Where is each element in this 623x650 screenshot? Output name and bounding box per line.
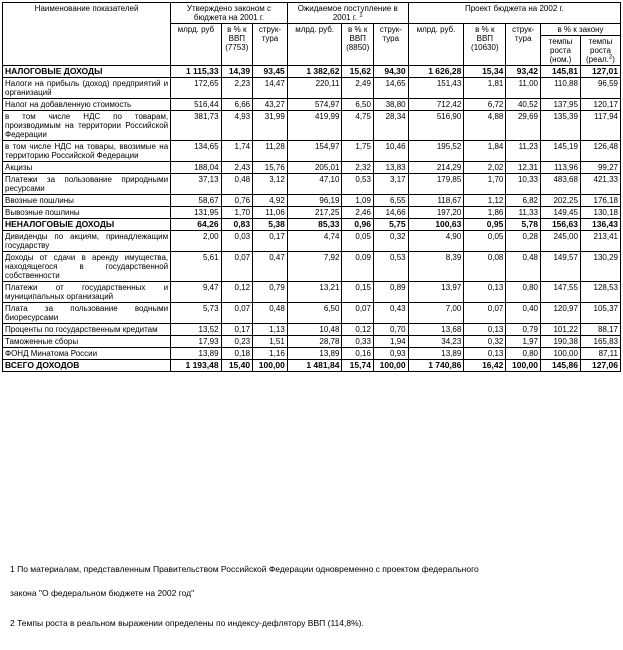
cell-draft-vvp: 0,32 (464, 336, 506, 348)
cell-approved-struct: 100,00 (253, 360, 288, 372)
cell-draft-vvp: 2,02 (464, 162, 506, 174)
cell-rate-real: 87,11 (580, 348, 620, 360)
cell-approved-mlrd: 134,65 (171, 141, 221, 162)
cell-approved-struct: 14,47 (253, 78, 288, 99)
cell-draft-struct: 0,80 (506, 348, 541, 360)
cell-approved-mlrd: 188,04 (171, 162, 221, 174)
cell-expected-struct: 13,83 (373, 162, 408, 174)
cell-rate-real: 130,18 (580, 207, 620, 219)
cell-expected-mlrd: 220,11 (287, 78, 342, 99)
row-name: Налог на добавленную стоимость (3, 99, 171, 111)
cell-rate-real: 130,29 (580, 252, 620, 282)
cell-draft-mlrd: 4,90 (408, 231, 464, 252)
cell-expected-struct: 1,94 (373, 336, 408, 348)
cell-approved-struct: 15,76 (253, 162, 288, 174)
row-name: Плата за пользование водными биоресурсами (3, 303, 171, 324)
cell-expected-mlrd: 13,89 (287, 348, 342, 360)
cell-expected-vvp: 6,50 (342, 99, 374, 111)
cell-draft-vvp: 15,34 (464, 66, 506, 78)
table-row (3, 219, 621, 231)
column-header-pct-law: в % к закону (541, 24, 621, 36)
cell-rate-nom: 202,25 (541, 195, 581, 207)
cell-draft-vvp: 0,13 (464, 282, 506, 303)
cell-draft-struct: 11,33 (506, 207, 541, 219)
cell-draft-mlrd: 13,97 (408, 282, 464, 303)
cell-rate-real: 421,33 (580, 174, 620, 195)
cell-expected-struct: 0,53 (373, 252, 408, 282)
cell-expected-mlrd: 13,21 (287, 282, 342, 303)
cell-rate-nom: 110,88 (541, 78, 581, 99)
cell-draft-struct: 11,23 (506, 141, 541, 162)
cell-approved-mlrd: 5,61 (171, 252, 221, 282)
cell-rate-nom: 145,19 (541, 141, 581, 162)
cell-rate-real: 126,48 (580, 141, 620, 162)
cell-draft-mlrd: 8,39 (408, 252, 464, 282)
cell-draft-vvp: 6,72 (464, 99, 506, 111)
cell-approved-mlrd: 1 115,33 (171, 66, 221, 78)
cell-draft-struct: 11,00 (506, 78, 541, 99)
cell-approved-mlrd: 13,52 (171, 324, 221, 336)
column-header-vvp-3: в % к ВВП (10630) (464, 24, 506, 66)
cell-draft-vvp: 1,81 (464, 78, 506, 99)
cell-approved-vvp: 2,43 (221, 162, 253, 174)
cell-rate-real: 128,53 (580, 282, 620, 303)
cell-draft-struct: 10,33 (506, 174, 541, 195)
cell-rate-real: 99,27 (580, 162, 620, 174)
cell-expected-vvp: 0,53 (342, 174, 374, 195)
table-row (3, 174, 621, 195)
cell-draft-mlrd: 13,68 (408, 324, 464, 336)
cell-draft-vvp: 0,13 (464, 324, 506, 336)
cell-approved-mlrd: 37,13 (171, 174, 221, 195)
cell-expected-struct: 0,89 (373, 282, 408, 303)
cell-rate-nom: 149,45 (541, 207, 581, 219)
cell-approved-mlrd: 381,73 (171, 111, 221, 141)
cell-approved-vvp: 0,76 (221, 195, 253, 207)
cell-approved-struct: 43,27 (253, 99, 288, 111)
cell-draft-struct: 0,28 (506, 231, 541, 252)
cell-expected-vvp: 15,74 (342, 360, 374, 372)
cell-approved-vvp: 0,03 (221, 231, 253, 252)
cell-expected-mlrd: 85,33 (287, 219, 342, 231)
cell-approved-struct: 1,16 (253, 348, 288, 360)
table-row (3, 231, 621, 252)
cell-approved-mlrd: 516,44 (171, 99, 221, 111)
table-row (3, 99, 621, 111)
cell-draft-mlrd: 516,90 (408, 111, 464, 141)
cell-expected-struct: 14,66 (373, 207, 408, 219)
cell-expected-struct: 14,65 (373, 78, 408, 99)
cell-approved-mlrd: 9,47 (171, 282, 221, 303)
cell-expected-vvp: 0,15 (342, 282, 374, 303)
cell-draft-mlrd: 179,85 (408, 174, 464, 195)
cell-expected-vvp: 0,12 (342, 324, 374, 336)
row-name: Таможенные сборы (3, 336, 171, 348)
table-row (3, 252, 621, 282)
cell-draft-struct: 40,52 (506, 99, 541, 111)
cell-draft-struct: 0,80 (506, 282, 541, 303)
cell-approved-struct: 31,99 (253, 111, 288, 141)
cell-rate-real: 176,18 (580, 195, 620, 207)
cell-approved-vvp: 0,07 (221, 252, 253, 282)
cell-approved-vvp: 0,17 (221, 324, 253, 336)
column-header-struct-3: струк-тура (506, 24, 541, 66)
cell-approved-vvp: 1,70 (221, 207, 253, 219)
row-name: ВСЕГО ДОХОДОВ (3, 360, 171, 372)
cell-approved-vvp: 0,48 (221, 174, 253, 195)
cell-expected-mlrd: 7,92 (287, 252, 342, 282)
cell-approved-mlrd: 17,93 (171, 336, 221, 348)
cell-expected-vvp: 4,75 (342, 111, 374, 141)
cell-draft-struct: 6,82 (506, 195, 541, 207)
cell-expected-struct: 0,32 (373, 231, 408, 252)
cell-expected-mlrd: 1 481,84 (287, 360, 342, 372)
cell-rate-nom: 145,86 (541, 360, 581, 372)
cell-expected-vvp: 0,05 (342, 231, 374, 252)
table-row (3, 360, 621, 372)
cell-approved-struct: 0,79 (253, 282, 288, 303)
cell-draft-vvp: 1,12 (464, 195, 506, 207)
column-header-mlrd-3: млрд. руб. (408, 24, 464, 66)
cell-draft-vvp: 0,13 (464, 348, 506, 360)
cell-expected-mlrd: 419,99 (287, 111, 342, 141)
cell-rate-nom: 483,68 (541, 174, 581, 195)
cell-approved-struct: 11,28 (253, 141, 288, 162)
cell-rate-nom: 100,00 (541, 348, 581, 360)
cell-draft-mlrd: 197,20 (408, 207, 464, 219)
cell-rate-nom: 190,38 (541, 336, 581, 348)
cell-draft-struct: 5,78 (506, 219, 541, 231)
table-row (3, 207, 621, 219)
table-row (3, 78, 621, 99)
cell-rate-nom: 147,55 (541, 282, 581, 303)
cell-approved-vvp: 15,40 (221, 360, 253, 372)
cell-expected-mlrd: 96,19 (287, 195, 342, 207)
cell-rate-nom: 156,63 (541, 219, 581, 231)
cell-approved-struct: 4,92 (253, 195, 288, 207)
table-row (3, 195, 621, 207)
column-header-name: Наименование показателей (3, 3, 171, 66)
row-name: Платежи от государственных и муниципальных организаций (3, 282, 171, 303)
table-row (3, 282, 621, 303)
cell-rate-real: 127,06 (580, 360, 620, 372)
cell-approved-struct: 0,47 (253, 252, 288, 282)
cell-draft-vvp: 1,86 (464, 207, 506, 219)
cell-expected-vvp: 2,49 (342, 78, 374, 99)
row-name: в том числе НДС по товарам, производимым на территории Российской Федерации (3, 111, 171, 141)
cell-draft-struct: 1,97 (506, 336, 541, 348)
cell-expected-struct: 0,43 (373, 303, 408, 324)
cell-expected-struct: 0,70 (373, 324, 408, 336)
cell-expected-mlrd: 154,97 (287, 141, 342, 162)
cell-expected-vvp: 15,62 (342, 66, 374, 78)
cell-approved-vvp: 0,07 (221, 303, 253, 324)
cell-approved-struct: 11,06 (253, 207, 288, 219)
cell-rate-real: 105,37 (580, 303, 620, 324)
cell-draft-vvp: 1,84 (464, 141, 506, 162)
column-header-rate-nom: темпы роста (ном.) (541, 36, 581, 66)
cell-expected-vvp: 0,96 (342, 219, 374, 231)
cell-approved-struct: 1,51 (253, 336, 288, 348)
row-name: Налоги на прибыль (доход) предприятий и организаций (3, 78, 171, 99)
column-header-vvp-1: в % к ВВП (7753) (221, 24, 253, 66)
column-header-rate-real: темпы роста (реал.$^2$) (580, 36, 620, 66)
cell-expected-mlrd: 28,78 (287, 336, 342, 348)
cell-approved-vvp: 4,93 (221, 111, 253, 141)
cell-expected-struct: 3,17 (373, 174, 408, 195)
cell-rate-real: 88,17 (580, 324, 620, 336)
cell-rate-nom: 149,57 (541, 252, 581, 282)
column-group-draft: Проект бюджета на 2002 г. (408, 3, 620, 24)
cell-approved-vvp: 0,23 (221, 336, 253, 348)
cell-expected-struct: 38,80 (373, 99, 408, 111)
cell-draft-struct: 29,69 (506, 111, 541, 141)
cell-approved-mlrd: 2,00 (171, 231, 221, 252)
column-header-struct-2: струк-тура (373, 24, 408, 66)
cell-draft-mlrd: 100,63 (408, 219, 464, 231)
table-row (3, 324, 621, 336)
column-group-approved: Утверждено законом с бюджета на 2001 г. (171, 3, 288, 24)
cell-draft-struct: 0,40 (506, 303, 541, 324)
cell-rate-real: 213,41 (580, 231, 620, 252)
cell-approved-struct: 1,13 (253, 324, 288, 336)
cell-approved-mlrd: 5,73 (171, 303, 221, 324)
cell-expected-struct: 6,55 (373, 195, 408, 207)
cell-approved-struct: 3,12 (253, 174, 288, 195)
row-name: НАЛОГОВЫЕ ДОХОДЫ (3, 66, 171, 78)
cell-expected-mlrd: 574,97 (287, 99, 342, 111)
cell-approved-struct: 0,48 (253, 303, 288, 324)
table-row (3, 336, 621, 348)
table-row (3, 303, 621, 324)
cell-draft-mlrd: 195,52 (408, 141, 464, 162)
cell-expected-vvp: 0,09 (342, 252, 374, 282)
row-name: Вывозные пошлины (3, 207, 171, 219)
cell-rate-real: 96,59 (580, 78, 620, 99)
cell-draft-vvp: 0,95 (464, 219, 506, 231)
cell-draft-vvp: 16,42 (464, 360, 506, 372)
row-name: Доходы от сдачи в аренду имущества, находящегося в государственной собственности (3, 252, 171, 282)
row-name: Дивиденды по акциям, принадлежащим государству (3, 231, 171, 252)
cell-expected-struct: 10,46 (373, 141, 408, 162)
cell-draft-vvp: 4,88 (464, 111, 506, 141)
cell-rate-nom: 137,95 (541, 99, 581, 111)
row-name: в том числе НДС на товары, ввозимые на территорию Российской Федерации (3, 141, 171, 162)
cell-draft-vvp: 0,07 (464, 303, 506, 324)
cell-rate-real: 127,01 (580, 66, 620, 78)
cell-draft-mlrd: 1 740,86 (408, 360, 464, 372)
table-row (3, 66, 621, 78)
cell-draft-mlrd: 214,29 (408, 162, 464, 174)
cell-approved-struct: 5,38 (253, 219, 288, 231)
cell-rate-real: 120,17 (580, 99, 620, 111)
cell-expected-struct: 5,75 (373, 219, 408, 231)
table-row (3, 141, 621, 162)
row-name: Проценты по государственным кредитам (3, 324, 171, 336)
cell-approved-mlrd: 131,95 (171, 207, 221, 219)
cell-rate-nom: 145,81 (541, 66, 581, 78)
row-name: Акцизы (3, 162, 171, 174)
cell-expected-mlrd: 1 382,62 (287, 66, 342, 78)
cell-expected-vvp: 0,33 (342, 336, 374, 348)
cell-expected-mlrd: 6,50 (287, 303, 342, 324)
cell-approved-mlrd: 1 193,48 (171, 360, 221, 372)
row-name: НЕНАЛОГОВЫЕ ДОХОДЫ (3, 219, 171, 231)
cell-draft-mlrd: 1 626,28 (408, 66, 464, 78)
cell-expected-vvp: 0,16 (342, 348, 374, 360)
cell-draft-struct: 12,31 (506, 162, 541, 174)
cell-draft-mlrd: 7,00 (408, 303, 464, 324)
cell-expected-mlrd: 10,48 (287, 324, 342, 336)
table-row (3, 348, 621, 360)
cell-expected-vvp: 0,07 (342, 303, 374, 324)
cell-expected-vvp: 2,46 (342, 207, 374, 219)
cell-draft-vvp: 0,05 (464, 231, 506, 252)
cell-draft-struct: 0,79 (506, 324, 541, 336)
cell-approved-vvp: 0,83 (221, 219, 253, 231)
cell-approved-vvp: 2,23 (221, 78, 253, 99)
footnote-1-line-2: закона "О федеральном бюджете на 2002 год" (10, 588, 195, 598)
cell-approved-vvp: 6,66 (221, 99, 253, 111)
cell-expected-struct: 100,00 (373, 360, 408, 372)
column-group-expected: Ожидаемое поступление в 2001 г. $^1$ (287, 3, 408, 24)
cell-expected-mlrd: 217,25 (287, 207, 342, 219)
cell-draft-struct: 0,48 (506, 252, 541, 282)
footnote-2: 2 Темпы роста в реальном выражении определены по индексу-дефлятору ВВП (114,8%). (10, 618, 364, 628)
cell-rate-nom: 101,22 (541, 324, 581, 336)
table-row (3, 111, 621, 141)
cell-draft-mlrd: 13,89 (408, 348, 464, 360)
row-name: Ввозные пошлины (3, 195, 171, 207)
cell-expected-mlrd: 4,74 (287, 231, 342, 252)
cell-rate-nom: 245,00 (541, 231, 581, 252)
cell-expected-struct: 94,30 (373, 66, 408, 78)
cell-expected-vvp: 2,32 (342, 162, 374, 174)
cell-draft-struct: 100,00 (506, 360, 541, 372)
header-row-1 (3, 3, 621, 24)
cell-draft-vvp: 1,70 (464, 174, 506, 195)
cell-draft-vvp: 0,08 (464, 252, 506, 282)
cell-expected-mlrd: 205,01 (287, 162, 342, 174)
table-body (3, 66, 621, 372)
cell-rate-real: 165,83 (580, 336, 620, 348)
cell-rate-nom: 120,97 (541, 303, 581, 324)
table-row (3, 162, 621, 174)
row-name: ФОНД Минатома России (3, 348, 171, 360)
column-header-struct-1: струк-тура (253, 24, 288, 66)
cell-approved-vvp: 1,74 (221, 141, 253, 162)
cell-expected-struct: 28,34 (373, 111, 408, 141)
cell-approved-mlrd: 58,67 (171, 195, 221, 207)
cell-expected-vvp: 1,09 (342, 195, 374, 207)
cell-draft-struct: 93,42 (506, 66, 541, 78)
column-header-mlrd-1: млрд. руб (171, 24, 221, 66)
cell-approved-mlrd: 13,89 (171, 348, 221, 360)
cell-draft-mlrd: 151,43 (408, 78, 464, 99)
footnote-1-line-1: 1 По материалам, представленным Правительством Российской Федерации одновременно с проектом федерального (10, 564, 479, 574)
cell-expected-vvp: 1,75 (342, 141, 374, 162)
cell-draft-mlrd: 34,23 (408, 336, 464, 348)
cell-approved-struct: 93,45 (253, 66, 288, 78)
column-header-vvp-2: в % к ВВП (8850) (342, 24, 374, 66)
cell-approved-mlrd: 172,65 (171, 78, 221, 99)
cell-expected-mlrd: 47,10 (287, 174, 342, 195)
row-name: Платежи за пользование природными ресурсами (3, 174, 171, 195)
cell-rate-nom: 113,96 (541, 162, 581, 174)
cell-approved-mlrd: 64,26 (171, 219, 221, 231)
budget-table (2, 2, 621, 372)
cell-approved-vvp: 0,12 (221, 282, 253, 303)
cell-rate-nom: 135,39 (541, 111, 581, 141)
cell-expected-struct: 0,93 (373, 348, 408, 360)
cell-draft-mlrd: 118,67 (408, 195, 464, 207)
cell-rate-real: 117,94 (580, 111, 620, 141)
column-header-mlrd-2: млрд. руб. (287, 24, 342, 66)
cell-rate-real: 136,43 (580, 219, 620, 231)
cell-approved-vvp: 0,18 (221, 348, 253, 360)
cell-approved-vvp: 14,39 (221, 66, 253, 78)
cell-draft-mlrd: 712,42 (408, 99, 464, 111)
cell-approved-struct: 0,17 (253, 231, 288, 252)
